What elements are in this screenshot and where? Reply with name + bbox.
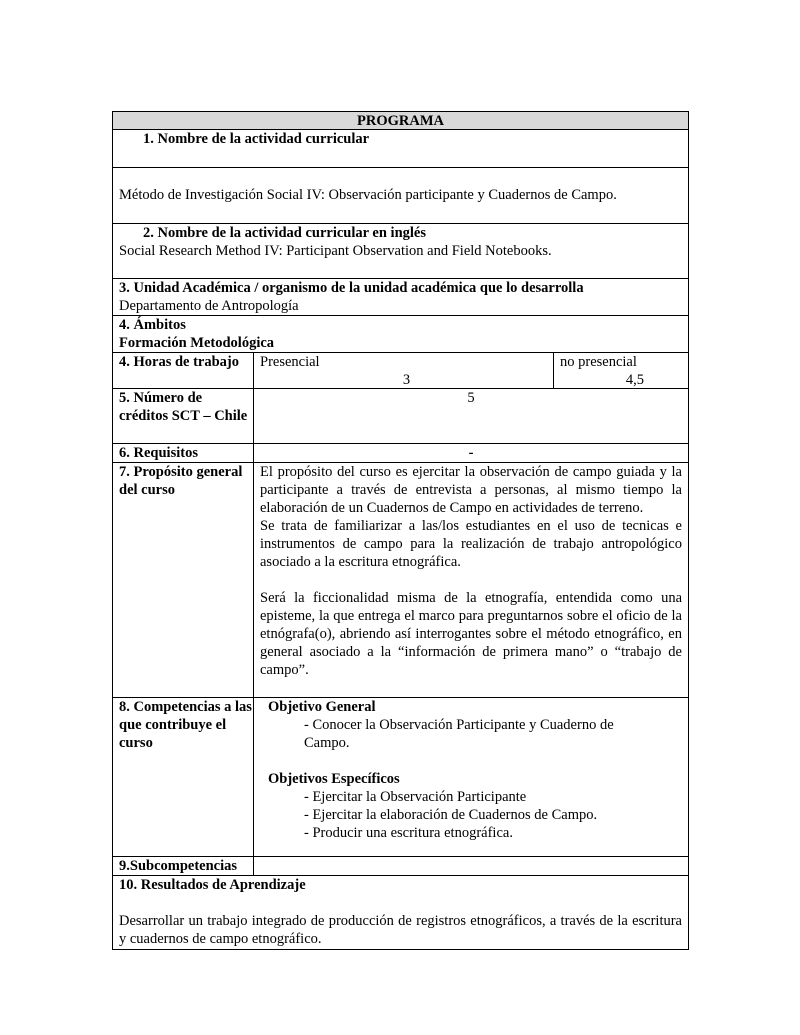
subcompetencies-label: 9.Subcompetencias [113, 857, 254, 875]
credits-value: 5 [467, 390, 475, 406]
section-credits [112, 389, 689, 444]
requisites-value: - [468, 445, 474, 461]
section-ambitos [112, 316, 689, 353]
purpose-content [254, 463, 688, 697]
section-activity-name [112, 130, 689, 168]
academic-unit-value: Departamento de Antropología [119, 298, 299, 314]
credits-label: 5. Número de créditos SCT – Chile [113, 389, 254, 443]
specific-objective-item: - Producir una escritura etnográfica. [304, 825, 513, 841]
section-activity-name-english [112, 224, 689, 279]
specific-objective-item: - Ejercitar la elaboración de Cuadernos de Campo. [304, 807, 598, 823]
purpose-paragraph-2: Se trata de familiarizar a las/los estudiantes en el uso de tecnicas e instrumentos de campo para la realización de trabajo antropológico asociado a la escritura etnográfica. [260, 518, 682, 570]
ambitos-value: Formación Metodológica [119, 335, 275, 351]
specific-objectives-title: Objetivos Específicos [268, 771, 400, 787]
specific-objective-item: - Ejercitar la Observación Participante [304, 789, 527, 805]
section-subcompetencies [112, 857, 689, 876]
general-objective-item: - Conocer la Observación Participante y Cuaderno de Campo. [304, 717, 614, 751]
purpose-paragraph-3: Será la ficcionalidad misma de la etnografía, entendida como una episteme, la que entrega el marco para preguntarnos sobre el oficio de la etnógrafa(o), abriendo así interrogantes sobre el método etnográfico, en general asociado a la “información de primera mano” o “trabajo de campo”. [260, 590, 682, 678]
presencial-value: 3 [402, 372, 411, 388]
activity-name-heading: 1. Nombre de la actividad curricular [143, 131, 370, 147]
learning-outcomes-heading: 10. Resultados de Aprendizaje [119, 877, 306, 893]
program-header [112, 111, 689, 130]
activity-name-value-row [112, 167, 689, 224]
competencies-label: 8. Competencias a las que contribuye el curso [113, 698, 254, 856]
subcompetencies-value [254, 857, 688, 875]
activity-name-value: Método de Investigación Social IV: Observación participante y Cuadernos de Campo. [119, 187, 617, 203]
no-presencial-value: 4,5 [625, 372, 644, 388]
section-purpose [112, 463, 689, 698]
no-presencial-label: no presencial [560, 354, 637, 370]
ambitos-heading: 4. Ámbitos [119, 317, 186, 333]
section-academic-unit [112, 279, 689, 316]
section-requisites [112, 444, 689, 463]
activity-name-english-heading: 2. Nombre de la actividad curricular en inglés [143, 225, 427, 241]
competencies-content [254, 698, 688, 856]
purpose-paragraph-1: El propósito del curso es ejercitar la observación de campo guiada y la participante a través de entrevista a personas, al mismo tiempo la elaboración de un Cuadernos de Campo en actividades de terreno. [260, 464, 682, 516]
academic-unit-heading: 3. Unidad Académica / organismo de la unidad académica que lo desarrolla [119, 280, 584, 296]
learning-outcomes-value: Desarrollar un trabajo integrado de producción de registros etnográficos, a través de la escritura y cuadernos de campo etnográfico. [119, 913, 682, 947]
work-hours-label: 4. Horas de trabajo [113, 353, 254, 388]
section-competencies [112, 698, 689, 857]
program-form [112, 111, 689, 950]
presencial-label: Presencial [260, 354, 320, 370]
section-work-hours [112, 353, 689, 389]
requisites-label: 6. Requisitos [113, 444, 254, 462]
section-learning-outcomes [112, 876, 689, 950]
purpose-label: 7. Propósito general del curso [113, 463, 254, 697]
program-title: PROGRAMA [357, 113, 444, 129]
presencial-cell [254, 353, 554, 388]
general-objective-title: Objetivo General [268, 699, 376, 715]
no-presencial-cell [554, 353, 688, 388]
activity-name-english-value: Social Research Method IV: Participant Observation and Field Notebooks. [119, 243, 552, 259]
